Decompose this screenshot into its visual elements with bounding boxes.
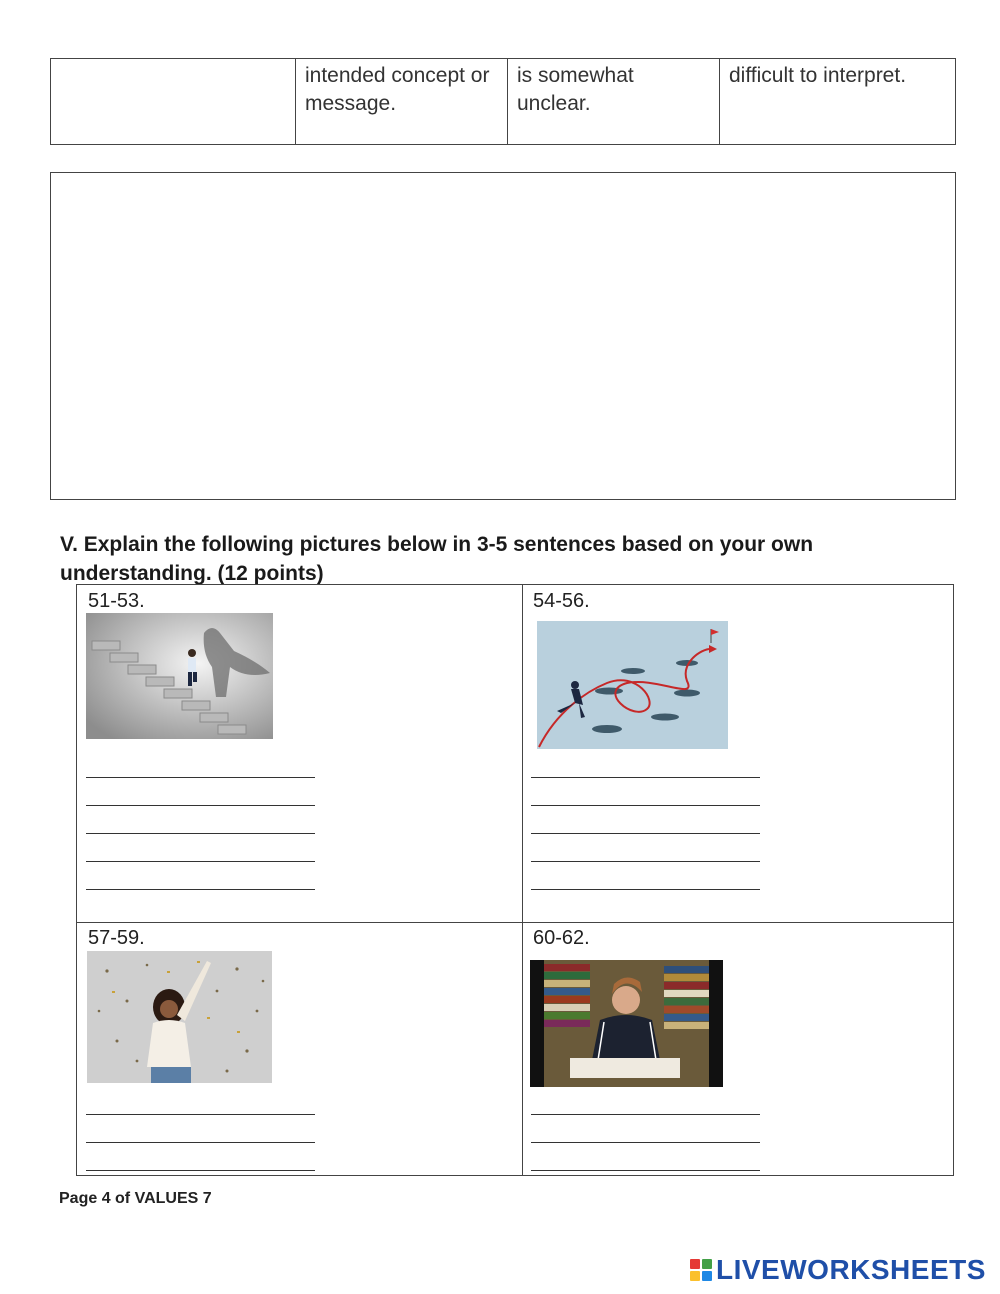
brand-name: LIVEWORKSHEETS <box>716 1254 986 1285</box>
answer-line[interactable] <box>531 833 760 834</box>
item-label: 60-62. <box>533 927 590 949</box>
rubric-cell-level-4: difficult to interpret. <box>729 64 907 87</box>
answer-line[interactable] <box>531 777 760 778</box>
answer-line[interactable] <box>531 805 760 806</box>
picture-grid <box>76 584 954 1176</box>
celebration-picture <box>87 951 272 1083</box>
rubric-table <box>50 58 956 145</box>
answer-line[interactable] <box>531 1142 760 1143</box>
item-label: 54-56. <box>533 590 590 612</box>
answer-line[interactable] <box>531 861 760 862</box>
answer-line[interactable] <box>86 1142 315 1143</box>
liveworksheets-brand[interactable] <box>690 1253 986 1287</box>
section-heading: V. Explain the following pictures below in 3-5 sentences based on your own understanding. (12 points) <box>60 533 814 585</box>
answer-line[interactable] <box>86 777 315 778</box>
answer-box[interactable] <box>50 172 956 500</box>
item-label: 57-59. <box>88 927 145 949</box>
rubric-cell-level-2: intended concept or message. <box>296 59 508 144</box>
answer-line[interactable] <box>86 1114 315 1115</box>
answer-line[interactable] <box>531 1170 760 1171</box>
answer-line[interactable] <box>86 1170 315 1171</box>
grid-divider-vertical <box>522 585 523 1175</box>
stairs-superhero-picture <box>86 613 273 739</box>
answer-line[interactable] <box>531 1114 760 1115</box>
rubric-cell-level-3: is somewhat unclear. <box>508 59 720 144</box>
answer-line[interactable] <box>86 805 315 806</box>
answer-line[interactable] <box>86 889 315 890</box>
winding-path-picture <box>537 621 728 749</box>
answer-line[interactable] <box>86 833 315 834</box>
item-label: 51-53. <box>88 590 145 612</box>
rubric-cell-criteria <box>51 59 296 144</box>
studying-student-picture <box>530 960 723 1087</box>
answer-line[interactable] <box>86 861 315 862</box>
answer-line[interactable] <box>531 889 760 890</box>
page-footer: Page 4 of VALUES 7 <box>59 1190 212 1207</box>
liveworksheets-logo-icon <box>690 1259 712 1281</box>
grid-divider-horizontal <box>77 922 953 923</box>
